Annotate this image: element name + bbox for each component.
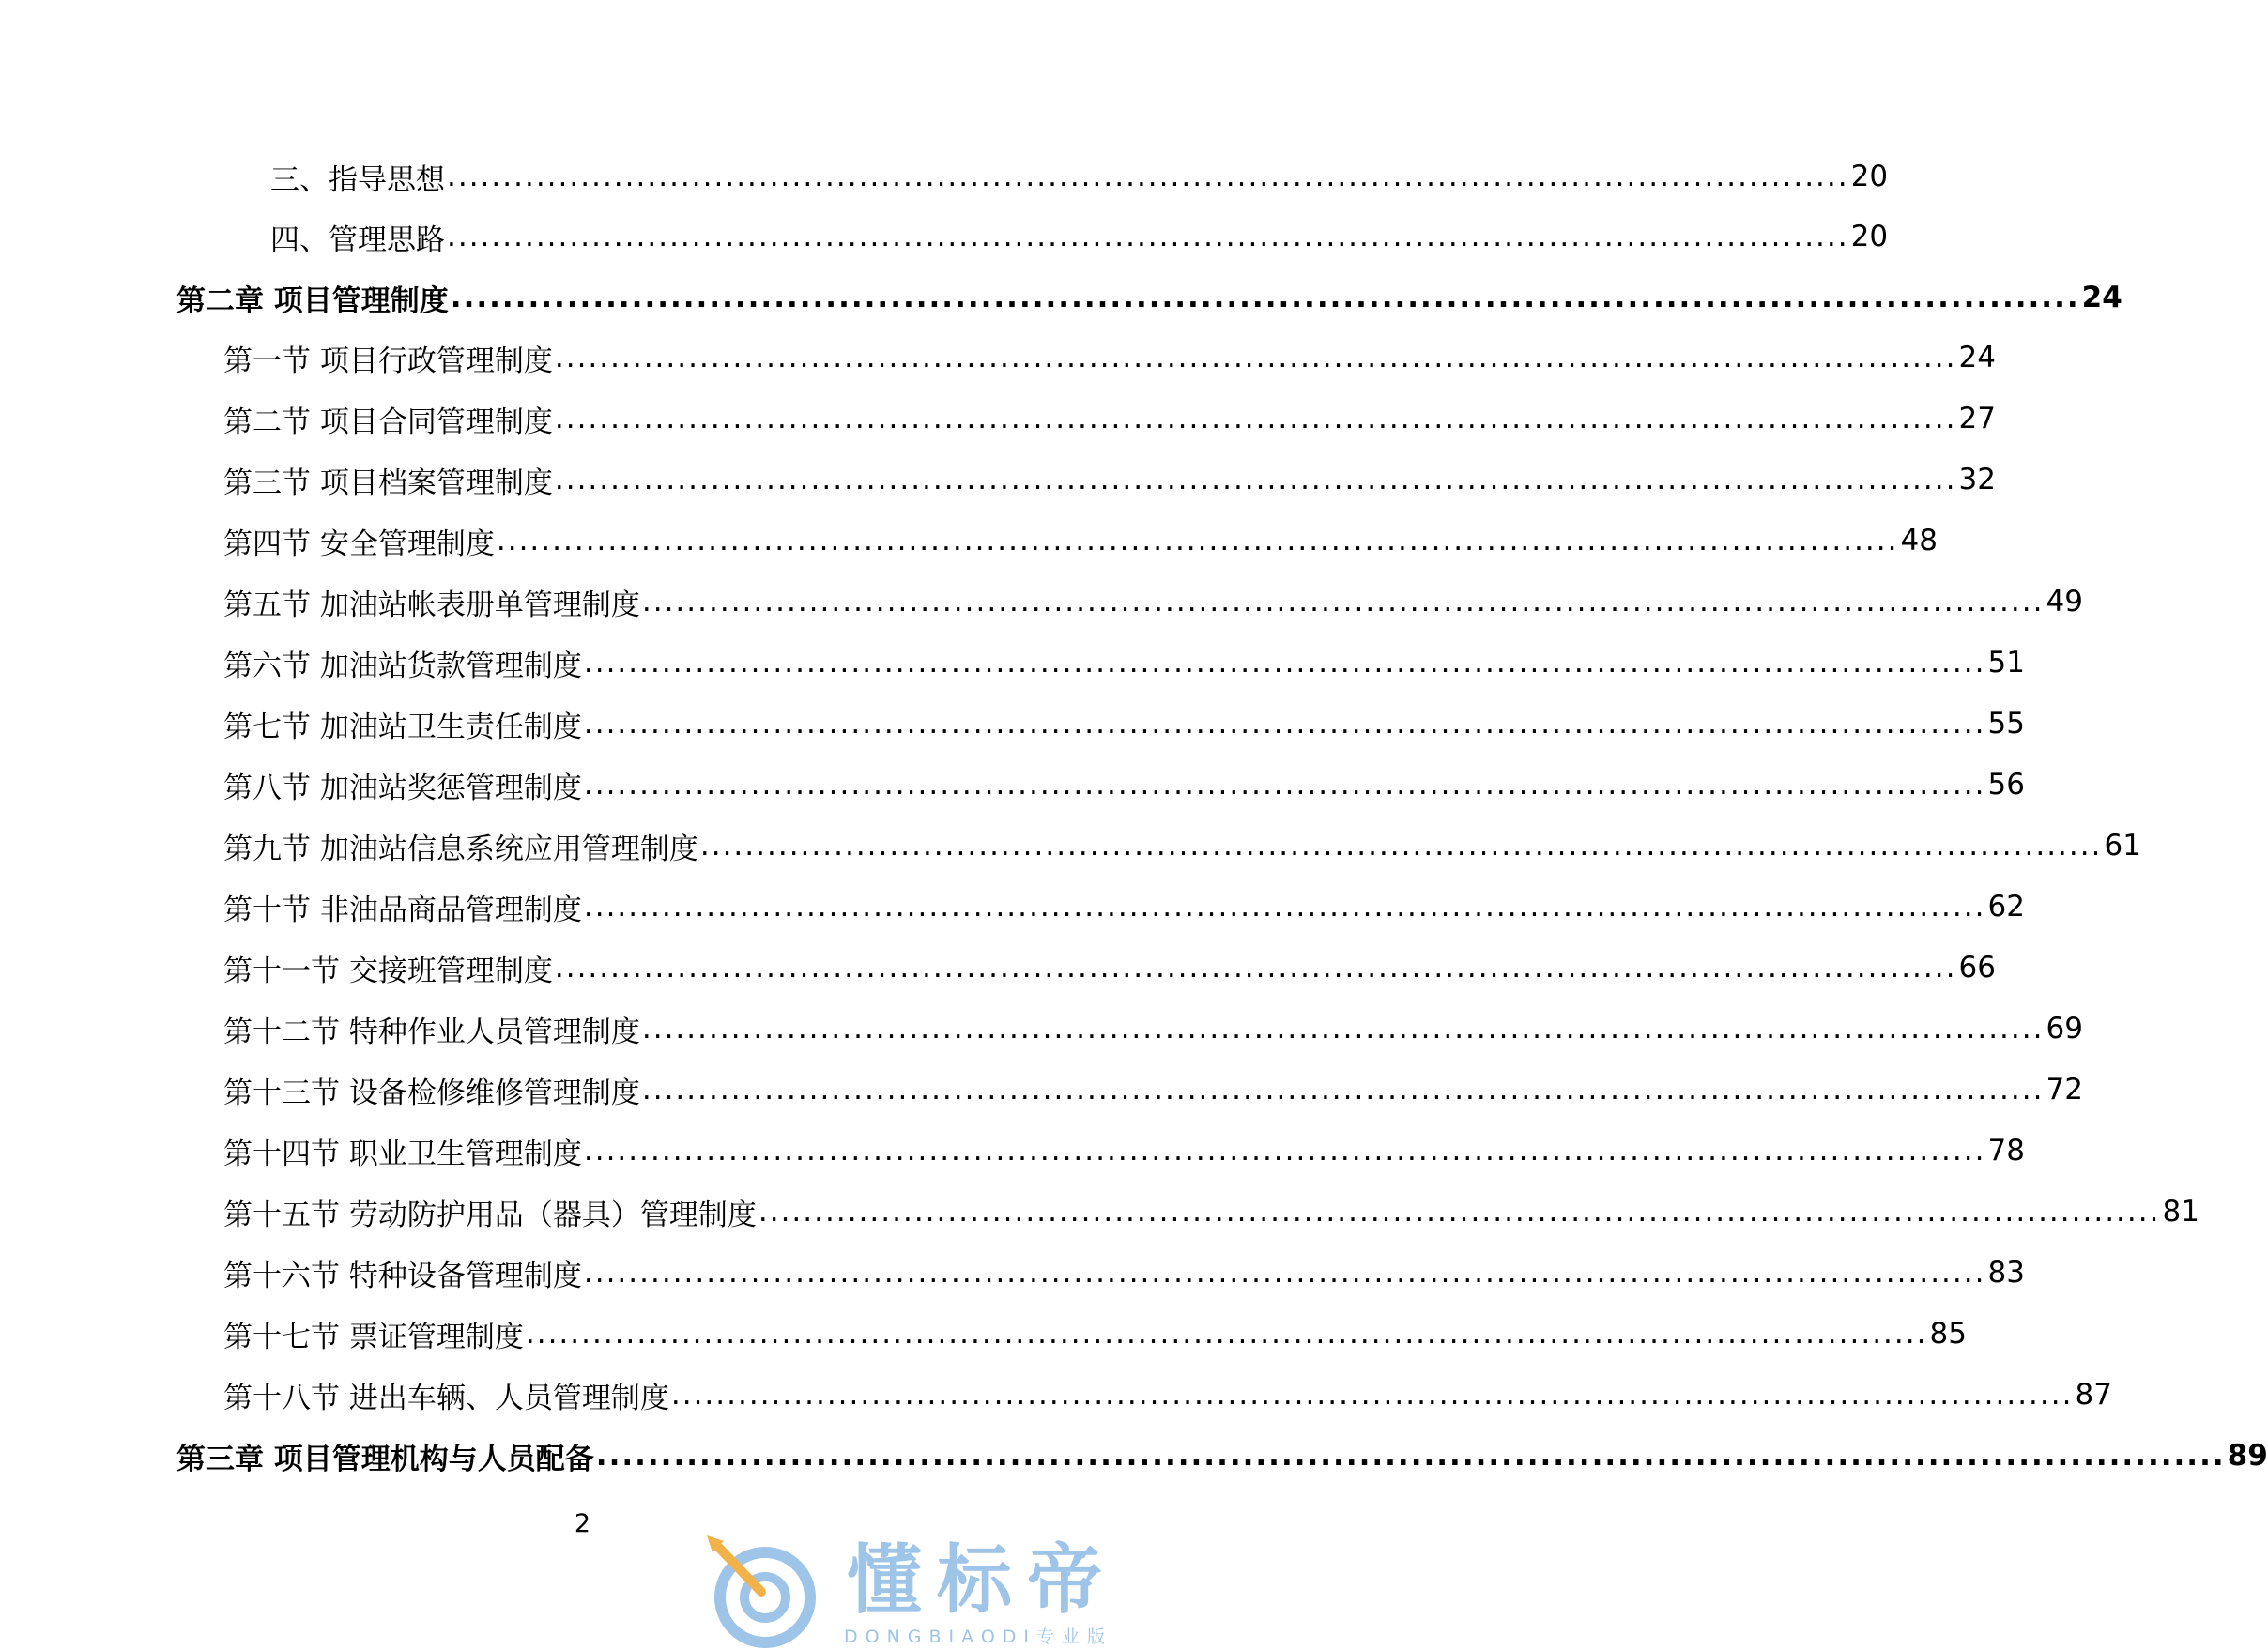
toc-entry[interactable] xyxy=(223,1249,2025,1296)
toc-leader-dots: .............................................................................................................................. xyxy=(554,402,1957,435)
toc-entry-page: 78 xyxy=(1987,1134,2025,1168)
toc-entry[interactable] xyxy=(223,1188,2199,1235)
toc-entry-label: 第六节 加油站货款管理制度 xyxy=(223,649,582,683)
toc-leader-dots: .............................................................................................................................. xyxy=(554,951,1957,985)
watermark xyxy=(699,1535,1165,1646)
toc-entry-page: 55 xyxy=(1987,707,2025,741)
toc-entry-page: 27 xyxy=(1958,402,1996,435)
toc-entry[interactable] xyxy=(223,517,1938,564)
toc-entry[interactable] xyxy=(223,456,1996,503)
toc-entry-page: 32 xyxy=(1958,463,1996,497)
toc-entry-label: 第二节 项目合同管理制度 xyxy=(223,405,553,439)
toc-leader-dots: .............................................................................................................................. xyxy=(447,160,1849,193)
watermark-subtitle: DONGBIAODI专业版 xyxy=(844,1627,1113,1647)
toc-entry-page: 20 xyxy=(1850,220,1889,253)
toc-entry-page: 24 xyxy=(2081,281,2122,314)
toc-entry[interactable] xyxy=(223,761,2025,808)
toc-leader-dots: .............................................................................................................................. xyxy=(583,890,1986,924)
watermark-brand: 懂标帝 xyxy=(847,1536,1117,1624)
toc-entry-page: 69 xyxy=(2046,1012,2083,1046)
toc-entry-label: 第十三节 设备检修维修管理制度 xyxy=(223,1076,640,1110)
toc-chapter-entry[interactable] xyxy=(176,274,2122,321)
toc-entry-label: 第十四节 职业卫生管理制度 xyxy=(223,1137,582,1171)
toc-leader-dots: .............................................................................................................................. xyxy=(496,524,1899,558)
page-number: 2 xyxy=(574,1509,591,1538)
toc-entry[interactable] xyxy=(223,1371,2112,1418)
toc-leader-dots: .............................................................................................................................. xyxy=(670,1378,2074,1412)
toc-entry-page: 49 xyxy=(2046,585,2083,619)
toc-entry[interactable] xyxy=(223,1005,2083,1052)
toc-leader-dots: .............................................................................................................................. xyxy=(641,585,2045,619)
toc-entry-page: 83 xyxy=(1987,1256,2025,1290)
toc-entry-page: 48 xyxy=(1900,524,1938,558)
toc-entry-label: 三、指导思想 xyxy=(270,162,445,197)
toc-entry-label: 第三章 项目管理机构与人员配备 xyxy=(176,1442,594,1476)
toc-leader-dots: .............................................................................................................................. xyxy=(641,1073,2045,1107)
toc-entry-label: 第十五节 劳动防护用品（器具）管理制度 xyxy=(223,1198,757,1232)
toc-leader-dots: .............................................................................................................................. xyxy=(450,281,2080,314)
toc-entry-label: 四、管理思路 xyxy=(270,222,445,257)
toc-entry-label: 第十二节 特种作业人员管理制度 xyxy=(223,1015,640,1049)
toc-entry-page: 61 xyxy=(2104,829,2141,863)
toc-entry[interactable] xyxy=(223,639,2025,686)
toc-entry-page: 85 xyxy=(1929,1317,1967,1351)
toc-entry-label: 第十一节 交接班管理制度 xyxy=(223,954,553,988)
toc-entry-page: 20 xyxy=(1850,160,1889,193)
toc-entry-label: 第十八节 进出车辆、人员管理制度 xyxy=(223,1381,669,1415)
toc-entry[interactable] xyxy=(223,578,2083,625)
toc-entry-page: 66 xyxy=(1958,951,1996,985)
toc-leader-dots: .............................................................................................................................. xyxy=(583,707,1986,741)
toc-leader-dots: .............................................................................................................................. xyxy=(554,463,1957,497)
toc-leader-dots: .............................................................................................................................. xyxy=(583,1134,1986,1168)
toc-leader-dots: .............................................................................................................................. xyxy=(554,341,1957,374)
toc-entry[interactable] xyxy=(223,822,2141,869)
toc-entry[interactable] xyxy=(223,883,2025,930)
toc-entry-page: 87 xyxy=(2075,1378,2112,1412)
toc-entry-label: 第一节 项目行政管理制度 xyxy=(223,344,553,378)
toc-entry-page: 24 xyxy=(1958,341,1996,374)
target-logo-icon xyxy=(699,1535,840,1646)
toc-entry[interactable] xyxy=(223,395,1996,442)
toc-leader-dots: .............................................................................................................................. xyxy=(595,1439,2226,1473)
toc-entry-page: 81 xyxy=(2162,1195,2199,1229)
toc-leader-dots: .............................................................................................................................. xyxy=(583,646,1986,680)
toc-leader-dots: .............................................................................................................................. xyxy=(525,1317,1928,1351)
toc-entry[interactable] xyxy=(223,1066,2083,1113)
toc-entry-page: 89 xyxy=(2227,1439,2268,1473)
toc-leader-dots: .............................................................................................................................. xyxy=(758,1195,2161,1229)
toc-entry-label: 第五节 加油站帐表册单管理制度 xyxy=(223,588,640,622)
toc-entry-label: 第七节 加油站卫生责任制度 xyxy=(223,710,582,744)
toc-chapter-entry[interactable] xyxy=(176,1432,2268,1479)
toc-entry-label: 第八节 加油站奖惩管理制度 xyxy=(223,771,582,805)
toc-entry-page: 72 xyxy=(2046,1073,2083,1107)
toc-entry-page: 62 xyxy=(1987,890,2025,924)
toc-entry-label: 第四节 安全管理制度 xyxy=(223,527,495,561)
toc-leader-dots: .............................................................................................................................. xyxy=(699,829,2103,863)
toc-entry[interactable] xyxy=(270,153,1889,200)
toc-entry-page: 56 xyxy=(1987,768,2025,802)
toc-entry[interactable] xyxy=(223,334,1996,381)
toc-entry-label: 第二章 项目管理制度 xyxy=(176,283,449,318)
toc-entry-label: 第十六节 特种设备管理制度 xyxy=(223,1259,582,1293)
toc-entry[interactable] xyxy=(223,700,2025,747)
toc-entry[interactable] xyxy=(223,944,1996,991)
toc-entry[interactable] xyxy=(223,1127,2025,1174)
toc-leader-dots: .............................................................................................................................. xyxy=(641,1012,2045,1046)
toc-leader-dots: .............................................................................................................................. xyxy=(447,220,1849,253)
toc-entry-page: 51 xyxy=(1987,646,2025,680)
toc-entry-label: 第十七节 票证管理制度 xyxy=(223,1320,524,1354)
toc-leader-dots: .............................................................................................................................. xyxy=(583,768,1986,802)
toc-leader-dots: .............................................................................................................................. xyxy=(583,1256,1986,1290)
toc-entry-label: 第九节 加油站信息系统应用管理制度 xyxy=(223,832,698,866)
toc-entry-label: 第三节 项目档案管理制度 xyxy=(223,466,553,500)
toc-entry-label: 第十节 非油品商品管理制度 xyxy=(223,893,582,927)
toc-entry[interactable] xyxy=(223,1310,1967,1357)
toc-entry[interactable] xyxy=(270,213,1889,260)
